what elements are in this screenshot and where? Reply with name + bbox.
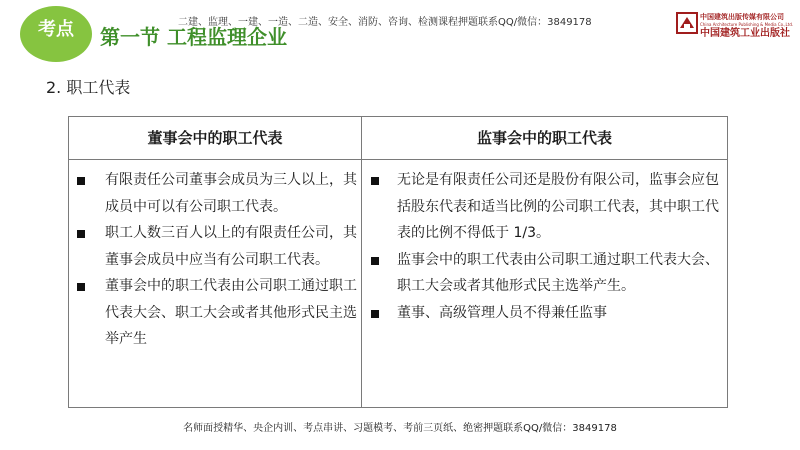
square-bullet-icon: [371, 177, 379, 185]
publisher-logo-icon: [676, 12, 698, 34]
promo-banner-top: 二建、监理、一建、一造、二造、安全、消防、咨询、检测课程押题联系QQ/微信：3849178: [178, 17, 592, 28]
table-header-supervisory: 监事会中的职工代表: [476, 129, 612, 147]
square-bullet-icon: [77, 230, 85, 238]
square-bullet-icon: [77, 283, 85, 291]
subheading: 2. 职工代表: [46, 78, 131, 97]
square-bullet-icon: [77, 177, 85, 185]
topic-badge-label: 考点: [38, 19, 74, 40]
column-divider: [361, 117, 362, 407]
list-item: [75, 220, 359, 273]
list-item-text: 监事会中的职工代表由公司职工通过职工代表大会、职工大会或者其他形式民主选举产生。: [397, 251, 719, 294]
comparison-table: [68, 116, 728, 408]
list-item-text: 职工人数三百人以上的有限责任公司，其董事会成员中应当有公司职工代表。: [105, 225, 357, 268]
section-title: 第一节 工程监理企业: [100, 25, 287, 49]
board-cell: [75, 167, 359, 353]
publisher-brand: 中国建筑工业出版社: [700, 28, 790, 39]
list-item: [367, 247, 721, 300]
publisher-name-cn: 中国建筑出版传媒有限公司: [700, 13, 784, 21]
publisher-logo: [676, 12, 794, 42]
list-item: [367, 167, 721, 247]
square-bullet-icon: [371, 310, 379, 318]
table-header-board: 董事会中的职工代表: [147, 129, 283, 147]
publisher-name-en: China Architecture Publishing & Media Co.,Ltd.: [700, 22, 794, 27]
list-item-text: 董事、高级管理人员不得兼任监事: [397, 304, 607, 321]
supervisory-cell: [367, 167, 721, 326]
square-bullet-icon: [371, 257, 379, 265]
promo-banner-bottom: 名师面授精华、央企内训、考点串讲、习题模考、考前三页纸、绝密押题联系QQ/微信：3849178: [183, 423, 617, 434]
list-item-text: 有限责任公司董事会成员为三人以上，其成员中可以有公司职工代表。: [105, 172, 357, 215]
list-item-text: 无论是有限责任公司还是股份有限公司，监事会应包括股东代表和适当比例的公司职工代表，其中职工代表的比例不得低于 1/3。: [397, 172, 719, 241]
list-item: [75, 167, 359, 220]
list-item-text: 董事会中的职工代表由公司职工通过职工代表大会、职工大会或者其他形式民主选举产生: [105, 278, 357, 347]
header-divider: [69, 159, 727, 160]
list-item: [75, 273, 359, 353]
list-item: [367, 300, 721, 327]
